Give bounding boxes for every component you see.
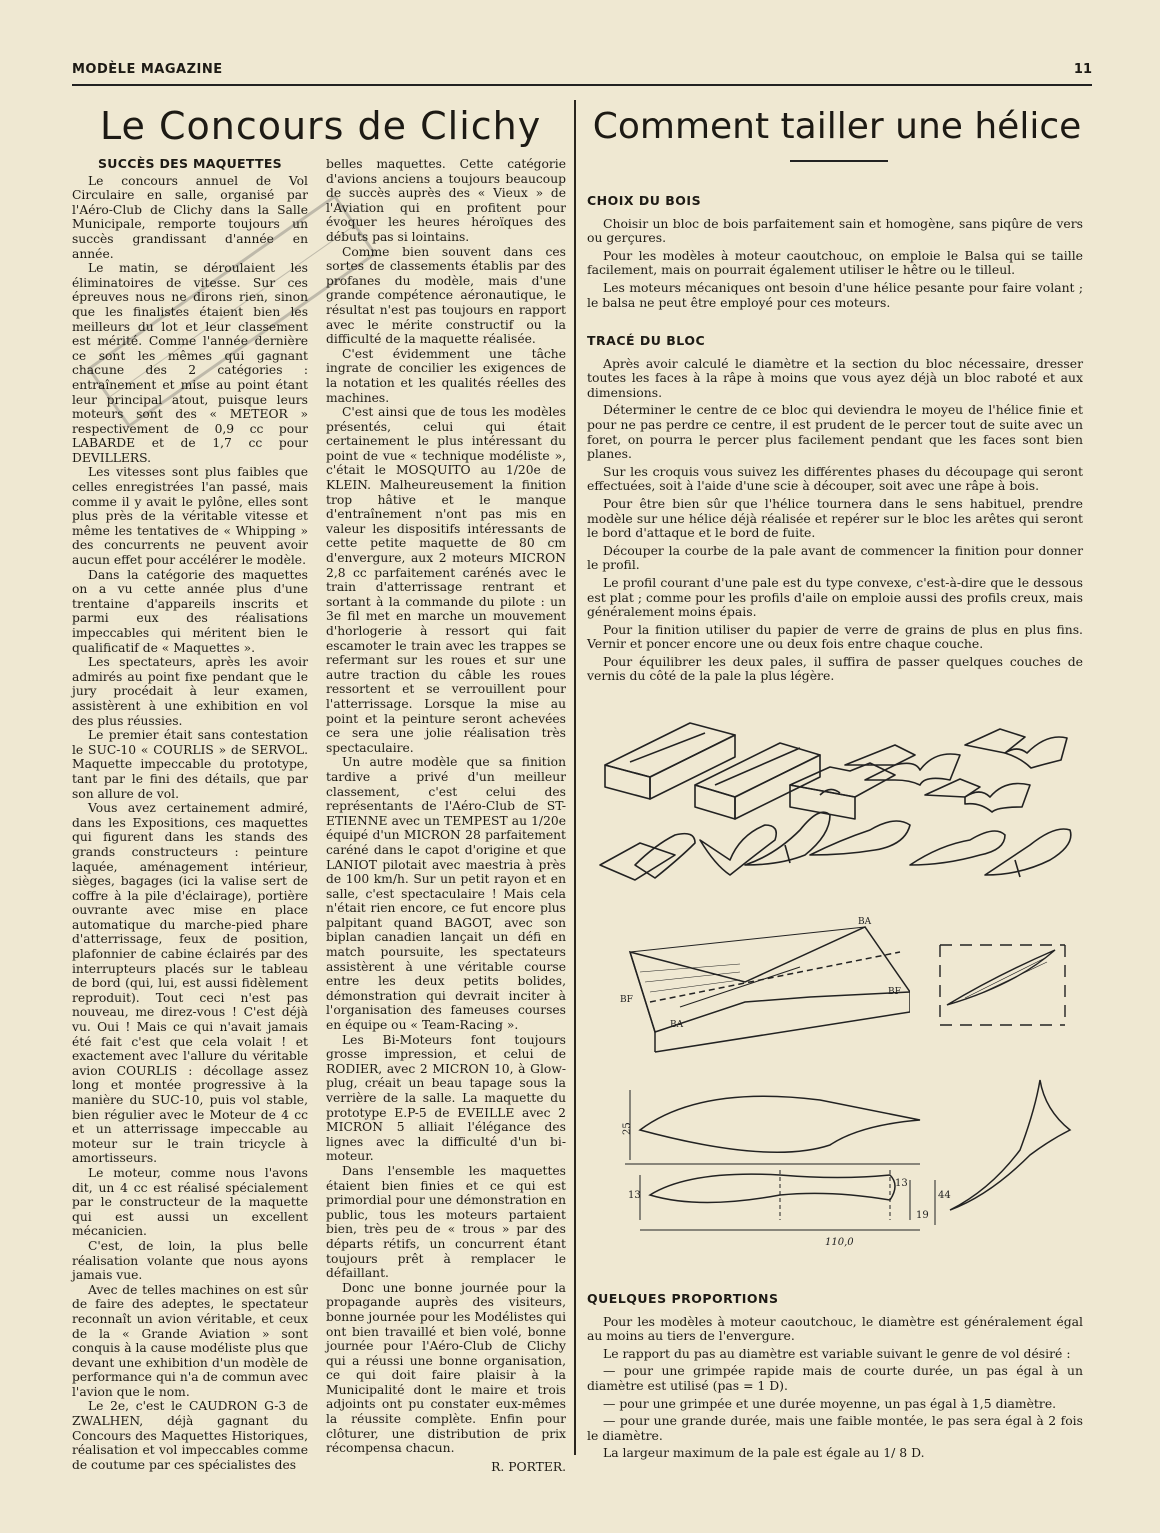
page-header <box>72 62 1092 86</box>
section-trace-du-bloc <box>587 334 1083 687</box>
paragraph: Après avoir calculé le diamètre et la section du bloc nécessaire, dresser toutes les faces à la râpe à moins que vous ayez déjà un bloc raboté et aux dimensions. <box>587 355 1083 400</box>
right-article-title: Comment tailler une hélice <box>592 106 1082 147</box>
paragraph: Sur les croquis vous suivez les différentes phases du découpage qui seront effectuées, soit à l'aide d'une scie à découper, soit avec une râpe à bois. <box>587 463 1083 494</box>
paragraph: Le profil courant d'une pale est du type convexe, c'est-à-dire que le dessous est plat ; comme pour les profils d'aile on emploie aussi des profils creux, mais généralement moins épais. <box>587 574 1083 620</box>
paragraph: Déterminer le centre de ce bloc qui deviendra le moyeu de l'hélice finie et pour ne pas perdre ce centre, il est prudent de le percer tout de suite avec un foret, on pourra le percer plus facilement pendant que les faces sont bien planes. <box>587 402 1083 462</box>
label-bf-left: BF <box>620 995 633 1005</box>
paragraph: Le matin, se déroulaient les éliminatoires de vitesse. Sur ces épreuves nous ne dirons rien, sinon que les finalistes étaient bien les meilleurs du lot et leur classement est mérité. Comme l'année dernière ce sont les mêmes qui gagnant chacune des 2 catégories : entraînement et mise au point étant leur principal atout, puisque leurs moteurs sont des « METEOR » respectivement de 0,9 cc pour LABARDE et de 1,7 cc pour DEVILLERS. <box>72 261 308 465</box>
block-stage-6 <box>965 729 1067 768</box>
paragraph: — pour une grimpée rapide mais de courte durée, un pas égal à un diamètre est utilisé (pas = 1 D). <box>587 1363 1083 1393</box>
left-article-title: Le Concours de Clichy <box>100 104 542 148</box>
paragraph: Avec de telles machines on est sûr de faire des adeptes, le spectateur reconnaît un avion véritable, et ceux de la « Grande Aviation » sont conquis à la cause modéliste plus que devant une exhibition d'un modèle de performance qui n'a de commun avec l'avion que le nom. <box>72 1282 308 1399</box>
paragraph: Dans l'ensemble les maquettes étaient bien finies et ce qui est primordial pour une démonstration en public, tous les moteurs partaient bien, très peu de « trous » par des départs rétifs, un concurrent étant toujours prêt à remplacer le défaillant. <box>326 1163 566 1281</box>
section-heading: CHOIX DU BOIS <box>587 193 702 208</box>
left-article-subtitle: SUCCÈS DES MAQUETTES <box>98 156 282 171</box>
paragraph: Le 2e, c'est le CAUDRON G-3 de ZWALHEN, déjà gagnant du Concours des Maquettes Historiques, réalisation et vol impeccables comme de coutume par ces spécialistes des <box>72 1399 308 1472</box>
block-stage-3 <box>790 763 895 819</box>
paragraph: Un autre modèle que sa finition tardive a privé d'un meilleur classement, c'est celui des représentants de l'Aéro-Club de ST-ETIENNE avec un TEMPEST au 1/20e équipé d'un MICRON 28 parfaitement caréné dans le capot d'origine et que LANIOT pilotait avec maestria à près de 100 km/h. Sur un petit rayon et en salle, c'est spectaculaire ! Mais cela n'était rien encore, ce fut encore plus palpitant quand BAGOT, avec son biplan canadien lançait un défi en match poursuite, les spectateurs assistèrent à une véritable course entre les deux petits bolides, démonstration qui devrait inciter à l'organisation des fameuses courses en équipe ou « Team-Racing ». <box>326 755 566 1033</box>
paragraph: Les Bi-Moteurs font toujours grosse impression, et celui de RODIER, avec 2 MICRON 10, à Glow-plug, créait un beau tapage sous la verrière de la salle. La maquette du prototype E.P-5 de EVEILLE avec 2 MICRON 5 alliait l'élégance des lignes avec la difficulté d'un bi-moteur. <box>326 1032 566 1164</box>
paragraph: Vous avez certainement admiré, dans les Expositions, ces maquettes qui figurent dans les stands des grands constructeurs : peinture laquée, aménagement intérieur, sièges, bagages (ici la valise sert de coffre à la pile d'éclairage), portière ouvrante avec mise en place automatique du marche-pied phare d'atterrissage, feux de position, plafonnier de cabine éclairés par des interrupteurs placés sur le tableau de bord (qui, lui, est aussi fidèlement reproduit). Tout ceci n'est pas nouveau, me direz-vous ! C'est déjà vu. Oui ! Mais ce qui n'avait jamais été fait c'est que cela volait ! et exactement avec l'allure du véritable avion COURLIS : décollage assez long et montée progressive à la manière du SUC-10, puis vol stable, bien régulier avec le Moteur de 4 cc et un atterrissage impeccable au moteur sur le train tricycle à amortisseurs. <box>72 801 308 1166</box>
block-stage-5 <box>925 779 1030 812</box>
block-stage-1 <box>605 723 735 799</box>
paragraph: Découper la courbe de la pale avant de commencer la finition pour donner le profil. <box>587 542 1083 573</box>
dim-44: 44 <box>938 1190 951 1201</box>
paragraph: Donc une bonne journée pour la propagande auprès des visiteurs, bonne journée pour les Modélistes qui ont bien travaillé et bien volé, bonne journée pour l'Aéro-Club de Clichy qui a réussi une bonne organisation, ce qui doit faire plaisir à la Municipalité dont le maire et trois adjoints ont pu constater eux-mêmes la réussite complète. Enfin pour clôturer, une distribution de prix récompensa chacun. <box>326 1280 566 1456</box>
left-article-column-1 <box>72 157 308 1472</box>
section-heading: QUELQUES PROPORTIONS <box>587 1291 779 1306</box>
paragraph: — pour une grimpée et une durée moyenne, un pas égal à 1,5 diamètre. <box>603 1395 1057 1411</box>
label-ba-top: BA <box>858 917 872 927</box>
paragraph: Le rapport du pas au diamètre est variable suivant le genre de vol désiré : <box>603 1345 1071 1361</box>
dim-25: 25 <box>622 1122 633 1135</box>
page-number: 11 <box>1073 62 1092 77</box>
paragraph: Dans la catégorie des maquettes on a vu cette année plus d'une trentaine d'appareils inscrits et parmi eux des réalisations impeccables qui méritent bien le qualificatif de « Maquettes ». <box>72 567 308 655</box>
blade-section-drawing <box>935 940 1075 1030</box>
paragraph: C'est, de loin, la plus belle réalisation volante que nous ayons jamais vue. <box>72 1238 308 1283</box>
label-ba-left: BA <box>670 1020 684 1030</box>
paragraph: Pour les modèles à moteur caoutchouc, le diamètre est généralement égal au moins au tiers de l'envergure. <box>587 1313 1083 1344</box>
paragraph: Pour la finition utiliser du papier de verre de grains de plus en plus fins. Vernir et poncer encore une ou deux fois entre chaque couche. <box>587 621 1083 652</box>
section-choix-du-bois <box>587 194 1083 313</box>
section-quelques-proportions <box>587 1292 1083 1464</box>
carved-stage-5 <box>910 831 1005 865</box>
paragraph: Choisir un bloc de bois parfaitement sain et homogène, sans piqûre de vers ou gerçures. <box>587 215 1083 246</box>
block-stage-2 <box>695 743 820 819</box>
paragraph: C'est ainsi que de tous les modèles présentés, celui qui était certainement le plus intéressant du point de vue « technique modéliste », c'était le MOSQUITO au 1/20e de KLEIN. Malheureusement la finition trop hâtive et le manque d'entraînement n'ont pas mis en valeur les dispositifs intéressants de cette petite maquette de 80 cm d'envergure, aux 2 moteurs MICRON 2,8 cc parfaitement carénés avec le train d'atterrissage rentrant et sortant à la commande du pilote : un 3e fil met en marche un mouvement d'horlogerie à ressort qui fait escamoter le train avec les trappes se refermant sur les roues et sur une autre traction du câble les roues ressortent et se verrouillent pour l'atterrissage. Lorsque la mise au point et la peinture seront achevées ce sera une jolie réalisation très spectaculaire. <box>326 405 566 755</box>
magazine-name: MODÈLE MAGAZINE <box>72 62 223 77</box>
paragraph: Pour être bien sûr que l'hélice tournera dans le sens habituel, prendre modèle sur une hélice déjà réalisée et repérer sur le bloc les arêtes qui seront le bord d'attaque et le bord de fuite. <box>587 495 1083 541</box>
dim-13-right: 13 <box>895 1178 908 1189</box>
block-layout-drawing <box>620 912 910 1062</box>
paragraph: Le premier était sans contestation le SUC-10 « COURLIS » de SERVOL. Maquette impeccable du prototype, tant par le fini des détails, que par son allure de vol. <box>72 728 308 801</box>
left-article-column-2 <box>326 157 566 1474</box>
paragraph: Pour les modèles à moteur caoutchouc, on emploie le Balsa qui se taille facilement, mais on pourrait également utiliser le hêtre ou le tilleul. <box>587 247 1083 278</box>
carved-stage-4 <box>810 821 910 855</box>
section-heading: TRACÉ DU BLOC <box>587 333 706 348</box>
paragraph: Les vitesses sont plus faibles que celles enregistrées l'an passé, mais comme il y avait le pylône, elles sont plus près de la véritable vitesse et même les tentatives de « Whipping » des concurrents ne peuvent avoir aucun effet pour accélérer le modèle. <box>72 465 308 568</box>
title-underline <box>790 160 888 162</box>
paragraph: — pour une grande durée, mais une faible montée, le pas sera égal à 2 fois le diamètre. <box>587 1413 1083 1443</box>
propeller-stages-illustration <box>595 715 1085 895</box>
author-signature: R. PORTER. <box>491 1459 566 1474</box>
paragraph: Le concours annuel de Vol Circulaire en salle, organisé par l'Aéro-Club de Clichy dans la Salle Municipale, remporte toujours un succès grandissant d'année en année. <box>72 173 308 261</box>
carved-stage-6 <box>985 829 1071 877</box>
paragraph: Les moteurs mécaniques ont besoin d'une hélice pesante pour faire volant ; le balsa ne peut être employé pour ces moteurs. <box>587 279 1083 310</box>
paragraph: belles maquettes. Cette catégorie d'avions anciens a toujours beaucoup de succès auprès des « Vieux » de l'Aviation qui en profitent pour évoquer les heures héroïques des débuts pas si lointains. <box>326 157 566 244</box>
paragraph: Pour équilibrer les deux pales, il suffira de passer quelques couches de vernis du côté de la pale la plus légère. <box>587 653 1083 684</box>
carved-stage-3 <box>745 812 830 865</box>
blade-plan-drawing <box>620 1070 1080 1250</box>
block-stage-4 <box>845 745 960 785</box>
label-bf-right: BF <box>888 987 901 997</box>
carved-stage-1 <box>600 834 695 880</box>
paragraph: La largeur maximum de la pale est égale au 1/ 8 D. <box>603 1445 925 1461</box>
carved-stage-2 <box>700 825 776 875</box>
column-divider <box>574 100 576 1455</box>
paragraph: Les spectateurs, après les avoir admirés au point fixe pendant que le jury procédait à leur examen, assistèrent à une exhibition en vol des plus réussies. <box>72 655 308 728</box>
paragraph: Comme bien souvent dans ces sortes de classements établis par des profanes du modèle, mais d'une grande compétence aéronautique, le résultat n'est pas toujours en rapport avec le mérite constructif ou la difficulté de la maquette réalisée. <box>326 244 566 347</box>
dim-110: 110,0 <box>825 1237 854 1248</box>
paragraph: Le moteur, comme nous l'avons dit, un 4 cc est réalisé spécialement par le constructeur de la maquette qui est aussi un excellent mécanicien. <box>72 1165 308 1239</box>
dim-19: 19 <box>916 1210 929 1221</box>
dim-13-left: 13 <box>628 1190 641 1201</box>
paragraph: C'est évidemment une tâche ingrate de concilier les exigences de la notation et les qualités réelles des machines. <box>326 346 566 405</box>
